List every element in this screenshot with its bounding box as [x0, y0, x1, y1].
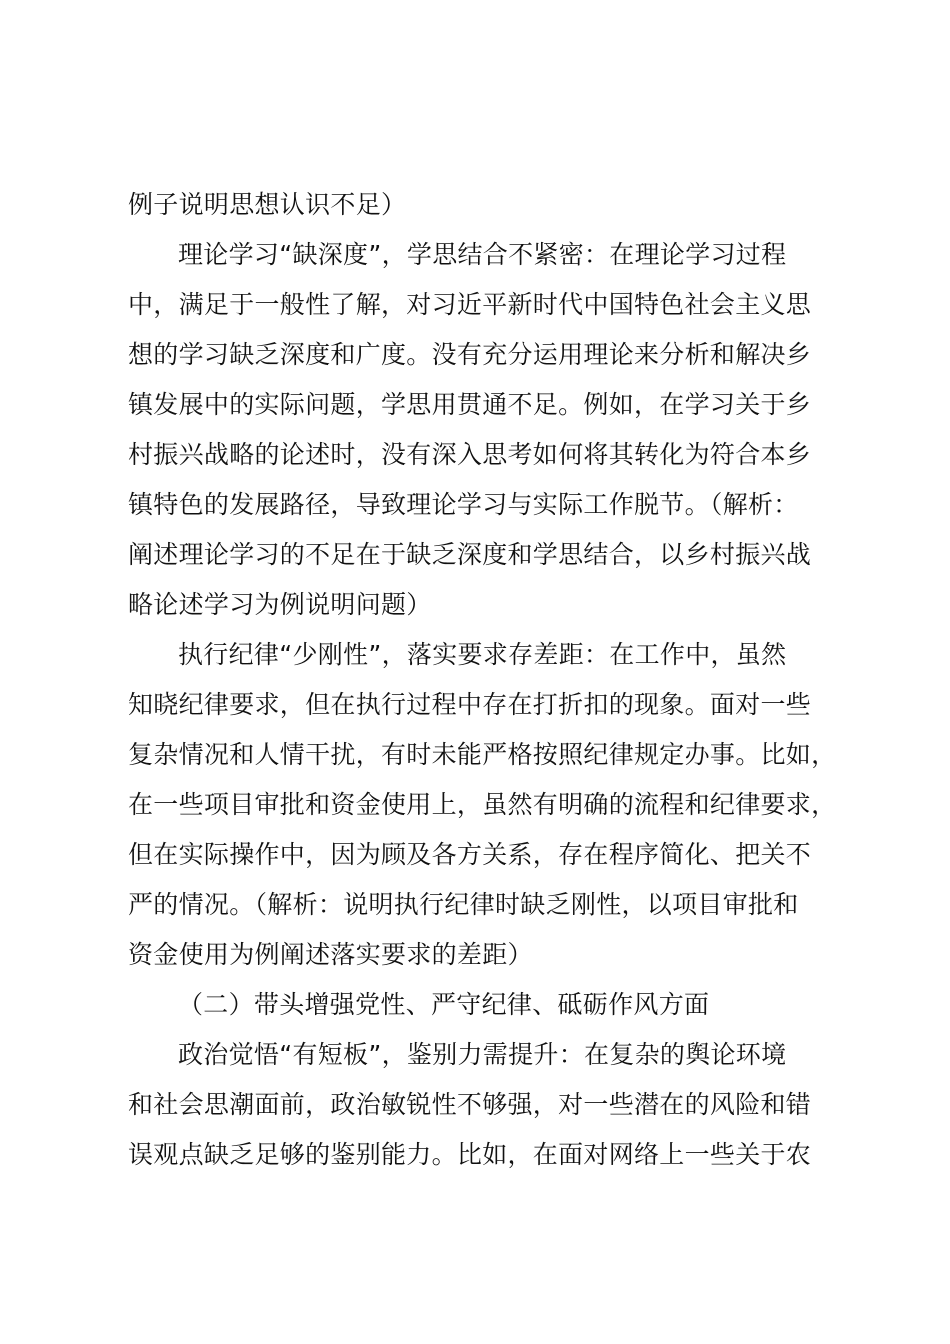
text-line: 略论述学习为例说明问题）	[128, 590, 432, 619]
paragraph-start-line: 执行纪律“少刚性”，落实要求存差距：在工作中，虽然	[178, 640, 787, 669]
text-line: 村振兴战略的论述时，没有深入思考如何将其转化为符合本乡	[128, 440, 812, 469]
text-line: 但在实际操作中，因为顾及各方关系，存在程序简化、把关不	[128, 840, 812, 869]
text-line: 在一些项目审批和资金使用上，虽然有明确的流程和纪律要求，	[128, 790, 837, 819]
paragraph-start-line: 理论学习“缺深度”，学思结合不紧密：在理论学习过程	[178, 240, 787, 269]
text-line: 中，满足于一般性了解，对习近平新时代中国特色社会主义思	[128, 290, 812, 319]
text-line: 知晓纪律要求，但在执行过程中存在打折扣的现象。面对一些	[128, 690, 812, 719]
text-line: 和社会思潮面前，政治敏锐性不够强，对一些潜在的风险和错	[128, 1090, 812, 1119]
document-body	[128, 180, 853, 1180]
text-line: 镇特色的发展路径，导致理论学习与实际工作脱节。（解析：	[128, 490, 799, 519]
paragraph-start-line: 政治觉悟“有短板”，鉴别力需提升：在复杂的舆论环境	[178, 1040, 787, 1069]
section-heading: （二）带头增强党性、严守纪律、砥砺作风方面	[178, 990, 710, 1019]
text-line: 例子说明思想认识不足）	[128, 190, 407, 219]
text-line: 想的学习缺乏深度和广度。没有充分运用理论来分析和解决乡	[128, 340, 812, 369]
text-line: 资金使用为例阐述落实要求的差距）	[128, 940, 533, 969]
text-line: 阐述理论学习的不足在于缺乏深度和学思结合，以乡村振兴战	[128, 540, 812, 569]
text-line: 误观点缺乏足够的鉴别能力。比如，在面对网络上一些关于农	[128, 1140, 812, 1169]
text-line: 镇发展中的实际问题，学思用贯通不足。例如，在学习关于乡	[128, 390, 812, 419]
text-line: 复杂情况和人情干扰，有时未能严格按照纪律规定办事。比如，	[128, 740, 837, 769]
text-line: 严的情况。（解析：说明执行纪律时缺乏刚性，以项目审批和	[128, 890, 799, 919]
